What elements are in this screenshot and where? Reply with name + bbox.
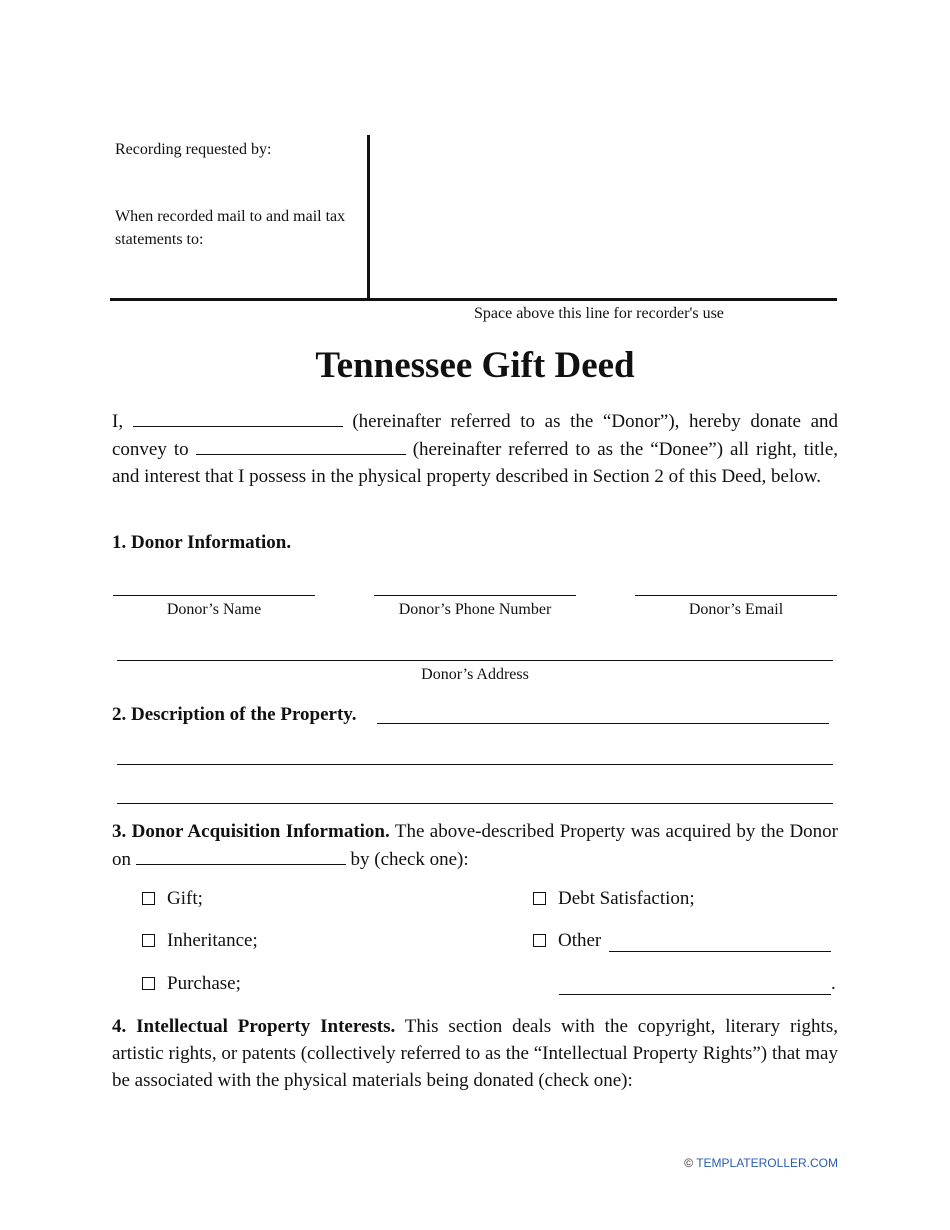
checkbox-icon[interactable] [142, 934, 156, 948]
intro-text-2: (hereinafter referred to as the “Donor”), hereby donate and convey to [112, 411, 839, 460]
option-purchase-label: Purchase; [167, 973, 241, 994]
property-description-line-1[interactable] [377, 723, 829, 724]
footer-brand-link[interactable]: TEMPLATEROLLER.COM [696, 1156, 838, 1170]
intro-text-1: I, [112, 411, 124, 432]
other-period: . [831, 973, 836, 994]
property-description-line-3[interactable] [117, 803, 833, 804]
donee-name-blank[interactable] [196, 435, 406, 455]
donor-email-label: Donor’s Email [688, 601, 784, 618]
option-debt-satisfaction[interactable] [533, 888, 695, 910]
document-title: Tennessee Gift Deed [315, 345, 635, 386]
option-debt-label: Debt Satisfaction; [558, 888, 695, 909]
option-other[interactable] [533, 930, 601, 952]
recorder-divider-horizontal [110, 298, 837, 301]
section-3-heading: 3. Donor Acquisition Information. [112, 821, 390, 842]
donor-name-line[interactable] [113, 595, 315, 596]
section-1-heading: 1. Donor Information. [112, 532, 292, 553]
footer-brand[interactable] [684, 1156, 838, 1170]
donor-email-line[interactable] [635, 595, 837, 596]
option-gift-label: Gift; [167, 888, 203, 909]
section-2-heading: 2. Description of the Property. [112, 704, 357, 725]
option-inheritance-label: Inheritance; [167, 930, 258, 951]
section-4-text: This section deals with the copyright, literary rights, artistic rights, or patents (collectively referred to as the “Intellectual Property Rights”) that may be associated with the physical materials being donated (check one): [112, 1016, 838, 1091]
option-other-label: Other [558, 930, 602, 951]
checkbox-icon[interactable] [533, 892, 547, 906]
section-3-text-2: by (check one): [350, 849, 469, 870]
checkbox-icon[interactable] [142, 892, 156, 906]
recorder-note: Space above this line for recorder's use [474, 305, 724, 322]
intro-text-3: (hereinafter referred to as the “Donee”) all right, title, and interest that I possess in the physical property described in Section 2 of this Deed, below. [112, 439, 838, 487]
section-3-text-1: The above-described Property was acquired by the Donor on [112, 821, 838, 870]
recording-requested-label: Recording requested by: [115, 141, 272, 158]
option-inheritance[interactable] [142, 930, 258, 952]
other-blank-line-2[interactable] [559, 994, 831, 995]
copyright-icon: © [684, 1156, 694, 1170]
property-description-line-2[interactable] [117, 764, 833, 765]
section-4-paragraph [112, 1013, 838, 1094]
acquisition-date-blank[interactable] [136, 845, 346, 865]
section-4-heading: 4. Intellectual Property Interests. [112, 1016, 396, 1037]
donor-name-blank[interactable] [133, 407, 343, 427]
donor-address-label: Donor’s Address [421, 666, 529, 683]
checkbox-icon[interactable] [142, 977, 156, 991]
option-purchase[interactable] [142, 973, 241, 995]
option-gift[interactable] [142, 888, 203, 910]
donor-address-line[interactable] [117, 660, 833, 661]
donor-name-label: Donor’s Name [166, 601, 262, 618]
recorder-divider-vertical [367, 135, 370, 301]
section-3-paragraph [112, 818, 838, 873]
mail-to-label: When recorded mail to and mail tax statements to: [115, 208, 346, 248]
donor-phone-label: Donor’s Phone Number [398, 601, 552, 618]
intro-paragraph [112, 407, 838, 490]
donor-phone-line[interactable] [374, 595, 576, 596]
other-blank-line-1[interactable] [609, 951, 831, 952]
checkbox-icon[interactable] [533, 934, 547, 948]
